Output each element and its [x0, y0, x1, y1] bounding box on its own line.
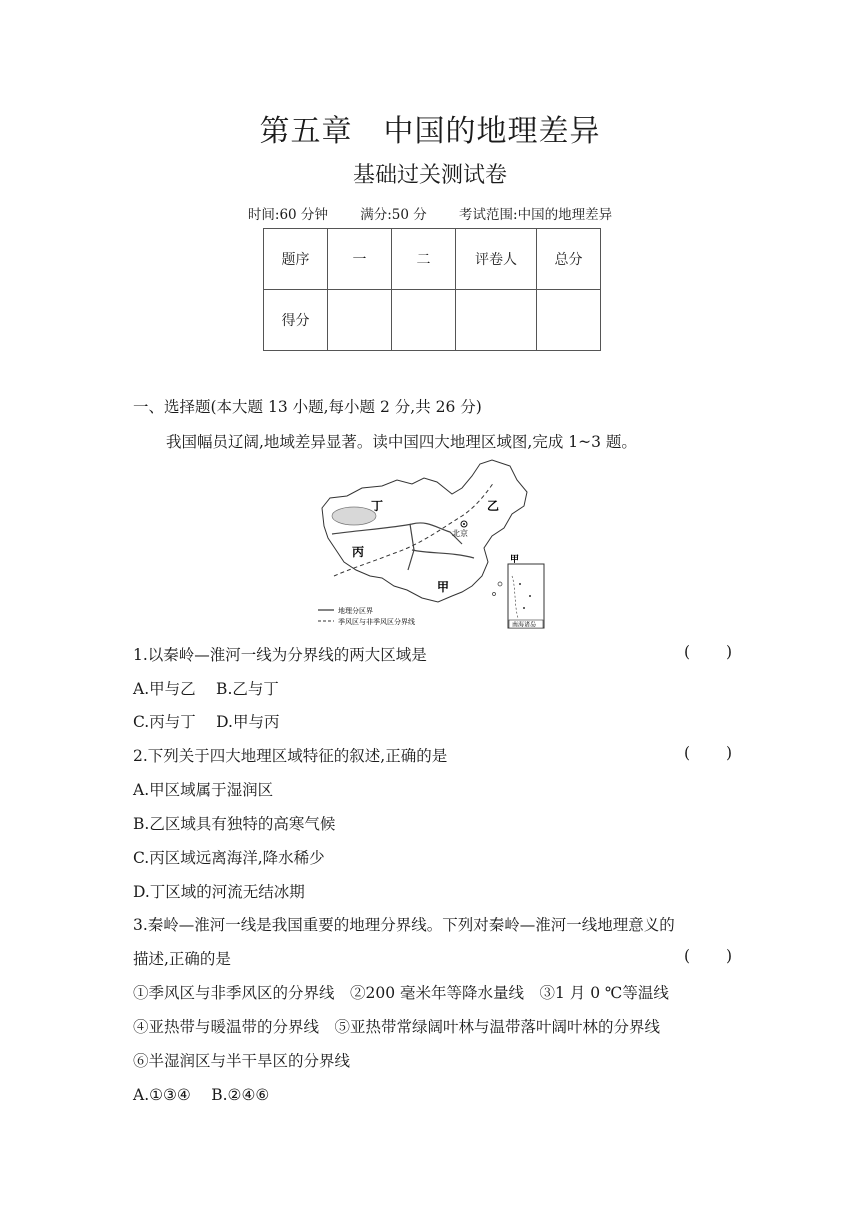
- chapter-title: 第五章 中国的地理差异: [259, 114, 601, 149]
- question-2-stem: 2.下列关于四大地理区域特征的叙述,正确的是: [133, 747, 448, 765]
- legend-monsoon-label: 季风区与非季风区分界线: [338, 618, 415, 626]
- exam-time: 时间:60 分钟: [247, 207, 328, 223]
- question-3-stem-line2: 描述,正确的是: [133, 950, 231, 968]
- south-sea-inset: [508, 564, 544, 628]
- score-cell: 一: [328, 229, 392, 290]
- inset-label-jia: 甲: [510, 555, 520, 565]
- question-1-stem: 1.以秦岭—淮河一线为分界线的两大区域是: [133, 646, 427, 664]
- question-3-items-line1: ①季风区与非季风区的分界线 ②200 毫米年等降水量线 ③1 月 0 ℃等温线: [133, 984, 669, 1002]
- score-table-header-row: [264, 229, 601, 290]
- question-3-items-line2: ④亚热带与暖温带的分界线 ⑤亚热带常绿阔叶林与温带落叶阔叶林的分界线: [133, 1018, 661, 1036]
- beijing-marker-dot: [463, 523, 465, 525]
- inset-island: [519, 583, 521, 585]
- score-table-score-row: [264, 290, 601, 351]
- question-1-options-ab: A.甲与乙 B.乙与丁: [133, 680, 279, 698]
- map-label-jia: 甲: [437, 580, 450, 594]
- region-boundary: [332, 523, 462, 544]
- question-3-items-line3: ⑥半湿润区与半干旱区的分界线: [133, 1052, 351, 1070]
- question-3-answer-paren: [684, 947, 732, 965]
- score-input-cell: [392, 290, 456, 351]
- monsoon-line: [334, 482, 494, 576]
- inset-island: [523, 607, 525, 609]
- exam-full-score: 满分:50 分: [360, 207, 427, 223]
- exam-meta: [0, 203, 860, 223]
- score-input-cell: [328, 290, 392, 351]
- score-cell: 评卷人: [456, 229, 537, 290]
- map-label-ding: 丁: [371, 499, 384, 513]
- question-2-option-d: D.丁区域的河流无结冰期: [133, 883, 305, 901]
- section-intro: 我国幅员辽阔,地域差异显著。读中国四大地理区域图,完成 1~3 题。: [166, 433, 637, 451]
- score-cell: 题序: [264, 229, 328, 290]
- question-3-options-ab: A.①③④ B.②④⑥: [133, 1086, 270, 1104]
- section-heading: 一、选择题(本大题 13 小题,每小题 2 分,共 26 分): [133, 398, 482, 416]
- score-input-cell: [456, 290, 537, 351]
- paren-open: (: [684, 643, 691, 661]
- score-cell: 总分: [537, 229, 601, 290]
- question-2-answer-paren: [684, 744, 732, 762]
- score-cell: 二: [392, 229, 456, 290]
- question-1-options-cd: C.丙与丁 D.甲与丙: [133, 713, 280, 731]
- island: [493, 593, 496, 596]
- question-3-stem-line1: 3.秦岭—淮河一线是我国重要的地理分界线。下列对秦岭—淮河一线地理意义的: [133, 916, 675, 934]
- island: [498, 582, 502, 586]
- inset-caption: 南海诸岛: [512, 621, 537, 629]
- exam-scope: 考试范围:中国的地理差异: [459, 207, 613, 223]
- map-label-yi: 乙: [487, 499, 500, 513]
- basin-shade: [332, 507, 376, 525]
- question-2-option-c: C.丙区域远离海洋,降水稀少: [133, 849, 325, 867]
- region-boundary: [412, 550, 474, 558]
- score-input-cell: [537, 290, 601, 351]
- inset-island: [529, 595, 531, 597]
- paren-close: ): [725, 744, 732, 762]
- question-2-option-b: B.乙区域具有独特的高寒气候: [133, 815, 336, 833]
- paren-close: ): [725, 643, 732, 661]
- paren-open: (: [684, 744, 691, 762]
- legend-boundary-label: 地理分区界: [338, 607, 373, 615]
- map-label-bing: 丙: [352, 545, 365, 559]
- paren-open: (: [684, 947, 691, 965]
- score-table: [263, 228, 601, 351]
- question-1-answer-paren: [684, 643, 732, 661]
- china-regions-map: [312, 458, 548, 630]
- question-2-option-a: A.甲区域属于湿润区: [133, 781, 274, 799]
- map-label-beijing: 北京: [452, 529, 468, 538]
- score-cell: 得分: [264, 290, 328, 351]
- exam-subtitle: 基础过关测试卷: [352, 163, 507, 188]
- paren-close: ): [725, 947, 732, 965]
